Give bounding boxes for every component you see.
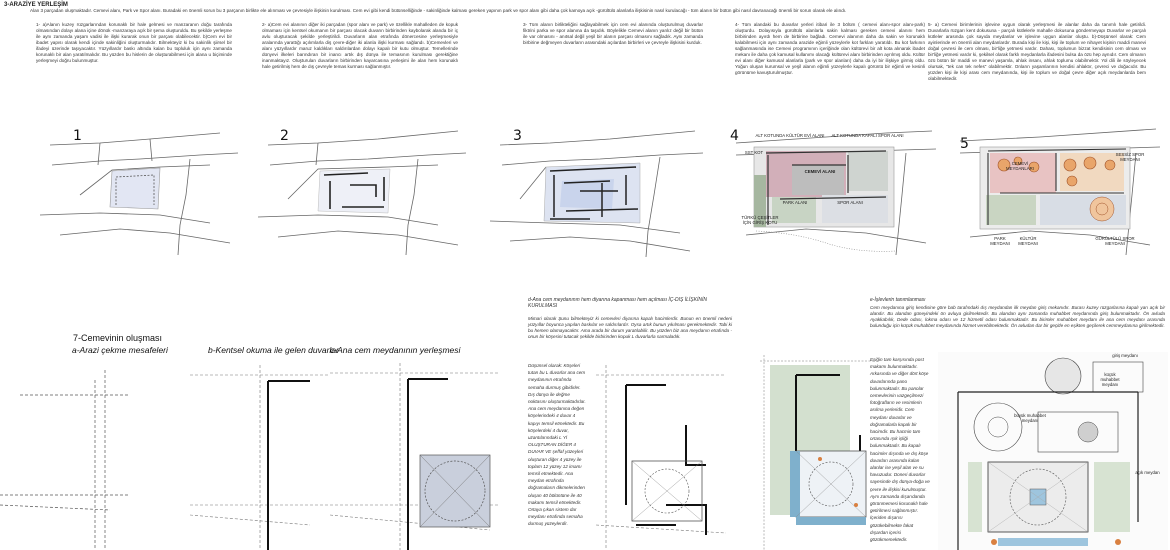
site-diagram-1 <box>40 125 240 260</box>
intro-text: Alan 3 parçadan oluşmaktadır. Cemevi alanı, Park ve Spor alanı. Buradaki en önemli sorun bu 3 parçanın birlikte ele alınması ve çevresiyle ilişkinin kurulması. Cem evi gibi kendi bütünselliğinde - sakinliğinde kalması gereken yapının park ve spor alanı gibi daha çok kamoya açık -gürültülü alanlarla ilişkisinin nasıl kurulacağı - tüm alanın bir bütün gibi nasıl davranacağı önemli bir sorun olarak ele alındı. <box>30 8 847 13</box>
caption-c: c-Ana cem meydanının yerleşmesi <box>330 345 461 355</box>
diagram-b-walls <box>190 355 330 550</box>
caption-b: b-Kentsel okuma ile gelen duvarlar <box>208 345 339 355</box>
map4-label-sst-kot: SST KOT <box>744 150 764 155</box>
site-diagram-2 <box>258 125 468 260</box>
map5-label-sessiz: SESSİZ SPOR MEYDANI <box>1115 152 1145 162</box>
site-diagram-4 <box>736 125 936 260</box>
d-title: d-Ana cem meydanının hem diyarına kapanması hem açılması İÇ-DIŞ İLİŞKİNİN KURULMASI <box>528 297 707 309</box>
map4-label-kapali-spor: ALT KOTUNDA KAPALI SPOR ALANI <box>831 133 904 138</box>
step-5-text: 5- a) Cemevi birimlerinin işlevine uygun olarak yerleşmesi ile alanlar daha da tanımlı hale getirildi. Duvarlarla rüzgarı kent dokusuna - parçalı kütlelerle mahalle dokusuna göndermeyapı Duvarlar ve parçalı kütleler arasında çok sayıda meydanlar ve işlevine uygun alanlar oluştu. b)-Düşünsel olarak: Cem ayinlerinde en önemli alan meydanlardır. Burada kişi ile kişi, kişi ile toplum ve nihayet kişinin maddi manevi doğal çevresi ile cem olması, bir'liğe yetmesi vardır. Dahası, toplumun bizzat kendisinin cem olması ve bir'liğe yetmesi vardır ki, şekilsel olarak farklı meydanlarla ifadesini bulsa da özü hep aynıdır. Cem olmanın özü bütün bir maddi ve manevi yaşamla, ahlak insanı, ahlak toplumu olabilmektir. Yol dili ile söyleyecek olursak, "tek can tek nefes" olabilmektir. Onların yaşamlarının kendisi ahlaktır, çevreci ve doğacıdır. Bu yüzden kişi ile kişi arası cem meydanında, kişi ile toplum ve doğal çevre diğer açık meydanlarda bem olabilmektedir. <box>928 22 1146 81</box>
lower-heading: 7-Cemevinin oluşması <box>73 333 163 343</box>
plan-label-acik: açık meydan <box>1135 470 1160 475</box>
step-1-text: 1- a)Alanın kuzey rüzgarlarından korunaklı bir hale gelmesi ve manzaranın doğu tarafında olmasından dolayı alana içine dönük -manzaraya açık bir şema oluşturuldu. Bu şekilde yerleşme ile aynı zamanda yaşam vadisi ile ilişki kurarak onun bir parçası olabilecektir. b)Cem evi bir ibadet yapısı olarak kendi içinde sakinliğini oluşturmalıdır. Bilmekteyiz ki bu sakinlik şiirsel bir ifadeyi üzerinde taşıyacaktır. Yüzyıllardır baskı altında kalan bu topluluk için aynı zamanda korunaklı bir alan yaratılmalıdır. Bu yüzden bu hislerin de oluşturabilmesi için alana u biçiminde yerleşmeyi doğru bulunmuştur. <box>36 22 232 63</box>
e-title: e-İşlevlerin tanımlanması <box>870 297 926 303</box>
map4-label-park: PARK ALANI <box>782 200 808 205</box>
section-title: 3-ARAZİYE YERLEŞİM <box>4 2 68 8</box>
map5-label-gurultu: GÜRÜLTÜLÜ SPOR MEYDANI <box>1095 236 1135 246</box>
diagram-d-colored <box>760 355 875 550</box>
d-column-text: Düşünsel olarak: Köşeleri tutan bu L duvarlar ana cem meydanının etrafında semaha durmuş gibidirler. Dış dünya ile değme noktasını oluşturmaktadırlar. Ana cem meydanına değen köşelerindeki 4 duvar 4 kapıyı temsil etmektedir. Bu köşelerdeki 4 duvar, uzantılarındaki L Yİ OLUŞTURAN DİĞER 4 DUVAR VE şeffaf yüzeyleri oluşturan diğer 4 yüzey ile toplam 12 yüzey 12 imamı temsil etmektedir. Ana meydan etrafında doğramaların dikmelerinden oluşan 40 bölüntüne ile 40 makamı temsil etmektedir. Ortaya çıkan sistem dar meydanı etrafında semaha durmuş yüzeylerdir. <box>528 363 586 527</box>
step-1-number: 1 <box>73 128 82 144</box>
site-diagram-3 <box>490 125 705 260</box>
step-2-text: 2- a)Cem evi alanının diğer iki parçadan (spor alanı ve park) ve özellikle mahalleden de kopuk olmaması için kentsel okumanın bir parçası olacak duvarın birbirinden kaybolarak alanda bir iç avlu oluşturacak şekilde yerleştirildi. Duvarların alan etrafında dönercesine yerleşmesiyle aralarında yarattığı açılımlarla diş çevre-diğer iki alanla ilişki kurması sağlandı. b)Cemevleri ve alanı yüzyıllardır maruz kaldıkları saldırılardan dolayı kapalı bir kutu olmuştur. Temellerinde dünyevi ilkeleri barındıran bir inancı artık dış dünya ile temasının kurulması gerektiğine inanmaktayız. Oluşturulan duvarların birbirinden kayarcasına yerleşimi ile alan hem korunaklı hale getirilmiş hem de dış çevreyle temas kurması sağlanmıştır. <box>262 22 458 69</box>
map4-label-kultur: ALT KOTUNDA KÜLTÜR EVİ ALANI <box>755 133 825 138</box>
step-4-number: 4 <box>730 128 739 144</box>
step-5-number: 5 <box>960 136 969 152</box>
map4-label-cemevi: CEMEVİ ALANI <box>804 169 836 174</box>
step-4-text: 4- Tüm alandaki bu duvarlar yerleri itibari ile 3 bölüm ( cemevi alanı-spor alanı-park) oluşturdu. Dolayısıyla gürültülü alanlarla sakin kalması gereken cemevi alanını hem birbirinden ayırdı hem de birbirine bağladı. Cemevi alanının daha da sakin ve korunaklı kalabilmesi için aynı zamanda arazide eğimli yüzeylerle kot farkları yaratıldı. Bu kot farkının sağlanmasında ise Cemevi programının içeriğinde olan kültürevi bir alt kota alınarak ibadet mekanı ile daha çok kamusal kullanımı olacağı kültürevi alanı birbirinden ayrılmış oldu. Kültür evi alanı diğer kamusal alanlarla (park ve spor alanları) daha da iyi bir ilişkiye girmiş oldu. Yoğun oluşan kurumsal ve yeşil alanın eğimli yüzeylerle kapalı görüntü bir eğimli ve kesinli görünüme kavuşturulmuştur. <box>735 22 925 75</box>
e-text: Cem meydanına giriş kendisine göre bab tarafındaki dış meydandan ilk meydan giriş mekanıdır. Burası kuzey rüzgarlarına kapalı yarı açık bir alandır. Bu alandan güneyindeki ön avluya girilmektedir. Bu alandan aynı zamanda muhabbet meydanında giriş bulunmaktadır. Ön avluda Ayakkabılık, Dede odası, lokma odası ve 12 hizmetli odası bulunmaktadır. Bu birimler muhabbet meydanı ile ana cem meydanı arasında bulunduğu için küçük muhabbet meydanında hizmet verebilmektedir. Ön avludan dar bir geçitle en eşikten geçilerek cemmeydanına girilmektedir. <box>870 305 1165 328</box>
map4-label-giris-kotu: TÜRKÜ ÇEŞİTLER İÇİN GİRİŞ KOTU <box>741 215 779 225</box>
caption-a: a-Arazi çekme mesafeleri <box>72 345 168 355</box>
plan-label-giris: giriş meydanı <box>1112 353 1138 358</box>
diagram-e-plan <box>938 352 1168 550</box>
step-2-number: 2 <box>280 128 289 144</box>
map5-label-cemevi: CEMEVİ MEYDANLARI <box>1006 161 1034 171</box>
diagram-d-walls <box>596 365 726 550</box>
map5-label-park: PARK MEYDANI <box>990 236 1010 246</box>
diagram-c-cem-square <box>330 355 500 550</box>
plan-label-buyuk: büyük muhabbet meydanı <box>1014 413 1046 423</box>
d-text: Mimari olarak Şunu bilmekteyiz ki cemevleri diyarına kapalı hacimlerdir. Bunun en önemli nedeni yüzyıllar boyunca yapılan baskılar ve saldırılardır. Oysa artık bunun yıkılması gerekmektedir. Tabi ki bu hemen olamayacaktır. Ama arada bir durum yaratılabilir. Bu yüzden biz ana meydanın etrafında - onun bir köşesini tutacak şekilde birbirinden kopuk L duvarlarla sarmaladık. <box>528 316 732 339</box>
e-column-text: Eşiğin tam karşısında post makamı bulunmaktadır. Arkasında ve diğer dört köşe duvarlarında pano bulunmaktadır. Bu panolar cemevlerinin vazgeçilmezi fotoğrafların ve resimlerin asılma yerleridir. Cem meydanı duvarlar ve doğramalarla kapalı bir hacimdir. Bu hacmin tam ortasında ışık işliği bulunmaktadır. Bu kapalı hacimler dışında ve dış köşe duvarları arasında kalan alanlar ise yeşil alan ve su havuzudur. Doneri duvarlar sayesinde dış dünya-doğa ve çevre ile ilişkisi kurulmuştur. Aynı zamanda dışarıdanda görünmemesi korunaklı hale getirilmesi sağlanmıştır. İçeriden dışarısı gözükebilmekte fakat dışardan içerisi gözükmemektedir. <box>870 357 930 543</box>
map5-label-kultur: KÜLTÜR MEYDANI <box>1018 236 1038 246</box>
map4-label-spor: SPOR ALANI <box>837 200 863 205</box>
step-3-number: 3 <box>513 128 522 144</box>
step-3-text: 3- Tüm alanın birlikteliğini sağlayabilmek için cem evi alanında oluşturulmuş duvarlar fiktrini parka ve spor alanına da taşıdık. Böylelikle Cemevi alanın yanlız değil bir bütün ile var olmasını - anıtsal değil yeşil bir alanın parçası olmasını sağladık. Aynı zamanda birbirine değmeyen duvarların arasındaki açılardan birbirleri ve çevreyle ilişkisini kurduk. <box>523 22 703 45</box>
plan-label-kucuk: küçük muhabbet meydanı <box>1100 372 1120 387</box>
diagram-a-setbacks <box>0 355 190 550</box>
